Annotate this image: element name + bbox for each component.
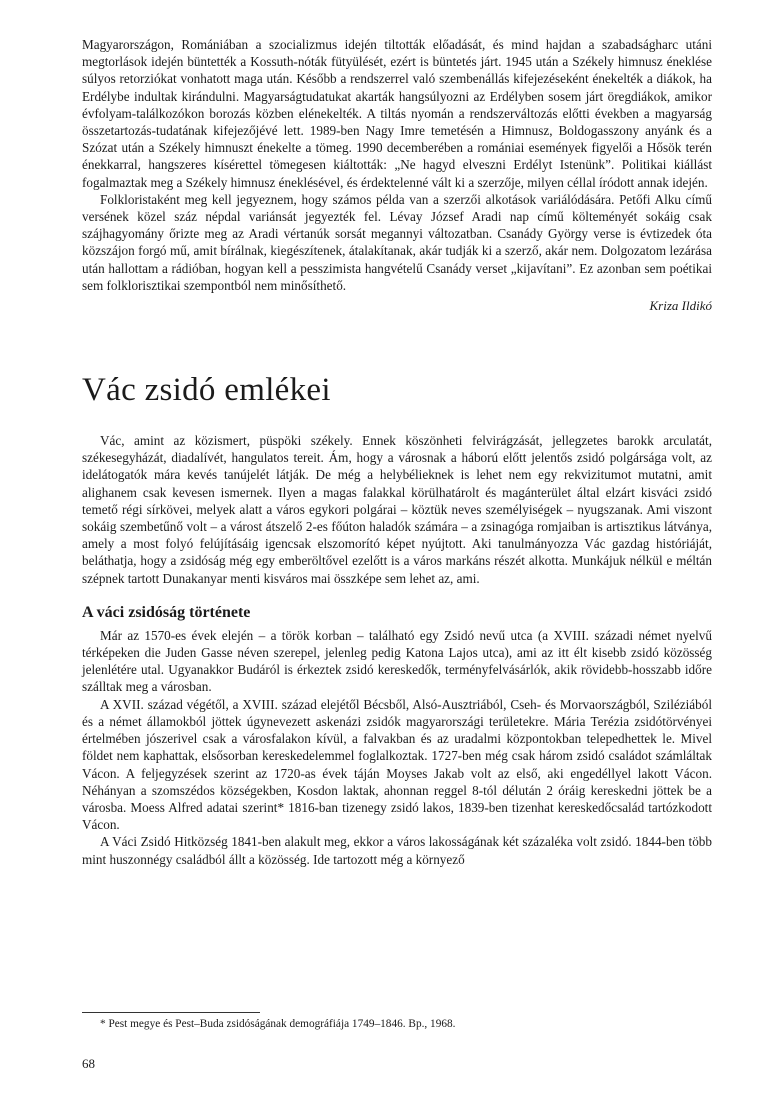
footnote-divider [82,1012,260,1013]
section-paragraph-1: Már az 1570-es évek elején – a török korban – található egy Zsidó nevű utca (a XVIII. századi német nyelvű térképeken die Juden Gasse néven szerepel, jelenleg pedig Katona Lajos utca), ami az itt élt kisebb zsidó közösség jelenlétére utal. Ugyanakkor Budáról is érkeztek zsidó kereskedők, terményfelvásárlók, akik rövidebb-hosszabb időre szálltak meg a városban. [82,627,712,695]
article1-paragraph-1: Magyarországon, Romániában a szocializmus idején tiltották előadását, és mind hajdan a szabadságharc utáni megtorlások idején büntették a Kossuth-nóták fütyülését, ezért is büntetés járt. 1945 után a Székely himnusz éneklése súlyos retorziókat vonhatott maga után. Később a rendszerrel való szembenállás kifejezéseként énekelték a diákok, ha Erdélybe indultak kirándulni. Magyarságtudatukat akarták hangsúlyozni az Erdélyben sosem járt öregdiákok, amikor évfolyam-találkozókon borozás közben elénekelték. A tiltás nyomán a rendszerváltozás előtti években a magyarság összetartozás-tudatának kifejezőjévé lett. 1989-ben Nagy Imre temetésén a Himnusz, Boldogasszony anyánk és a Szózat után a Székely himnuszt énekelte a tömeg. 1990 decemberében a romániai események figyelői a Hősök terén énekkarral, hangszeres kísérettel tömegesen kiáltották: „Ne hagyd elveszni Erdélyt Istenünk”. Politikai kiállást fogalmaztak meg a Székely himnusz éneklésével, és érdektelenné vált ki a szerzője, milyen céllal íródott annak idején. [82,37,712,190]
section-paragraph-2: A XVII. század végétől, a XVIII. század elejétől Bécsből, Alsó-Ausztriából, Cseh- és Morvaországból, Sziléziából és a német államokból jöttek úgynevezett askenázi zsidók magyarországi területekre. Mária Terézia zsidótörvényei értelmében jószerivel csak a városfalakon kívül, a falvakban és az uradalmi központokban telepedhettek le. Mivel földet nem kaphattak, elsősorban kereskedelemmel foglalkoztak. 1727-ben még csak három zsidó családot számláltak Vácon. A feljegyzések szerint az 1720-as évek táján Moyses Jakab volt az első, aki engedéllyel lakott Vácon. Néhányan a szomszédos községekben, Kosdon laktak, ahonnan reggel 8-tól délután 2 óráig kereskedni jöttek be a városba. Moess Alfred adatai szerint* 1816-ban tizenegy zsidó lakos, 1839-ben tizenhat kereskedőcsalád tartózkodott Vácon. [82,696,712,833]
article-intro-paragraph: Vác, amint az közismert, püspöki székely. Ennek köszönheti felvirágzását, jellegzetes barokk arculatát, székesegyházát, diadalívét, hangulatos tereit. Ám, hogy a városnak a háború előtt jelentős zsidó polgársága volt, az idelátogatók mára kevés tanújelét látják. De még a helybélieknek is lehet nem egy rekvizitumot mutatni, amit alighanem csak kevesen ismernek. Ilyen a magas falakkal körülhatárolt és magánterület által elzárt kisváci zsidó temető régi sírkövei, melyek alatt a város egykori polgárai – köztük neves személyiségek – nyugszanak. Ami viszont sokáig szembetűnő volt – a várost átszelő 2-es főúton haladók számára – a zsinagóga romjaiban is artisztikus látványa, amely a most folyó felújításáig igencsak elszomorító képet nyújtott. Aki tanulmányozza Vác gazdag históriáját, beláthatja, hogy a zsidóság még egy emberöltővel ezelőtt is a város markáns részét alkotta. Munkájuk nélkül e méltán szépnek tartott Dunakanyar menti kisváros mai összképe sem lehet az, ami. [82,433,712,586]
author-signature: Kriza Ildikó [649,298,712,314]
article1-paragraph-2: Folkloristaként meg kell jegyeznem, hogy számos példa van a szerzői alkotások variálódására. Petőfi Alku című versének közel száz népdal variánsát jegyezték fel. Lévay József Aradi nap című költeményét sokáig csak szájhagyomány őrizte meg az Aradi vértanúk sorsát megannyi változatban. Csanády György verse is évtizedek óta közszájon forgó mű, amit bírálnak, kiegészítenek, átalakítanak, akár tudják ki a szerző, akár nem. Dolgozatom lezárása után hallottam a rádióban, hogyan kell a pesszimista hangvételű Csanády verset „kijavítani”. Ez azonban sem poétikai sem folklorisztikai szempontból nem minősíthető. [82,191,712,293]
section-paragraph-3: A Váci Zsidó Hitközség 1841-ben alakult meg, ekkor a város lakosságának két százaléka volt zsidó. 1844-ben több mint huszonnégy családból állt a közösség. Ide tartozott még a környező [82,834,712,867]
article-title: Vác zsidó emlékei [82,372,331,409]
footnote: * Pest megye és Pest–Buda zsidóságának demográfiája 1749–1846. Bp., 1968. [100,1018,456,1030]
page-content [82,36,712,868]
page-number: 68 [82,1056,95,1071]
section-heading: A váci zsidóság története [82,603,251,621]
